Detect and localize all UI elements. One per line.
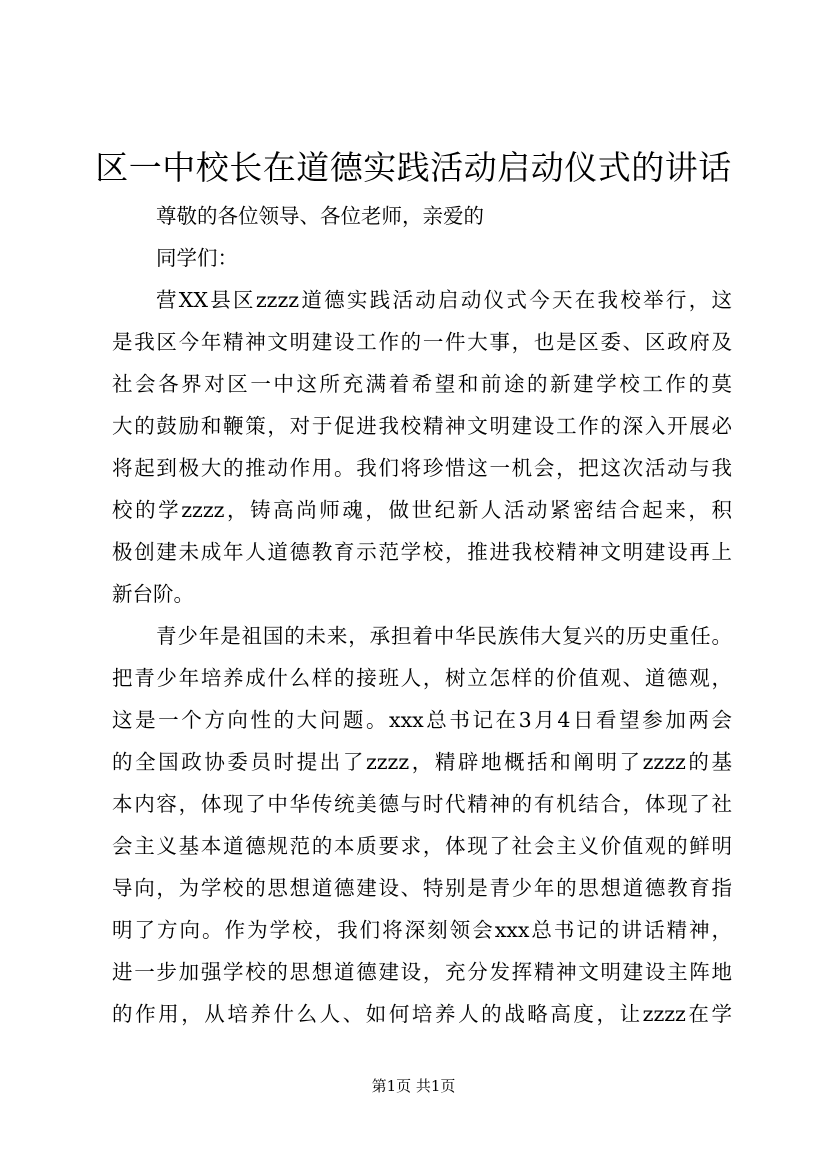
paragraph-line: 明了方向。作为学校，我们将深刻领会xxx总书记的讲话精神， [112,918,732,942]
paragraph-line: 社会各界对区一中这所充满着希望和前途的新建学校工作的莫 [112,372,732,396]
paragraph-line: 这是一个方向性的大问题。xxx总书记在3月4日看望参加两会 [112,708,732,732]
greeting-line: 尊敬的各位领导、各位老师，亲爱的 [156,204,484,228]
paragraph-line: 校的学zzzz，铸高尚师魂，做世纪新人活动紧密结合起来，积 [112,498,732,522]
paragraph-line: 本内容，体现了中华传统美德与时代精神的有机结合，体现了社 [112,792,732,816]
paragraph-line: 是我区今年精神文明建设工作的一件大事，也是区委、区政府及 [112,330,732,354]
paragraph-line: 新台阶。 [112,582,194,606]
paragraph-line: 的全国政协委员时提出了zzzz，精辟地概括和阐明了zzzz的基 [112,750,732,774]
paragraph-line: 极创建未成年人道德教育示范学校，推进我校精神文明建设再上 [112,540,732,564]
paragraph-line: 青少年是祖国的未来，承担着中华民族伟大复兴的历史重任。 [156,624,732,648]
paragraph-line: 将起到极大的推动作用。我们将珍惜这一机会，把这次活动与我 [112,456,732,480]
document-title: 区一中校长在道德实践活动启动仪式的讲话 [95,148,732,187]
paragraph-line: 会主义基本道德规范的本质要求，体现了社会主义价值观的鲜明 [112,834,732,858]
paragraph-line: 把青少年培养成什么样的接班人，树立怎样的价值观、道德观， [112,666,732,690]
paragraph-line: 营XX县区zzzz道德实践活动启动仪式今天在我校举行，这 [156,288,732,312]
page-number: 第1页 共1页 [371,1077,456,1095]
paragraph-line: 的作用，从培养什么人、如何培养人的战略高度，让zzzz在学 [112,1002,732,1026]
paragraph-line: 大的鼓励和鞭策，对于促进我校精神文明建设工作的深入开展必 [112,414,732,438]
paragraph-line: 导向，为学校的思想道德建设、特别是青少年的思想道德教育指 [112,876,732,900]
greeting-line: 同学们： [156,246,238,270]
paragraph-line: 进一步加强学校的思想道德建设，充分发挥精神文明建设主阵地 [112,960,732,984]
